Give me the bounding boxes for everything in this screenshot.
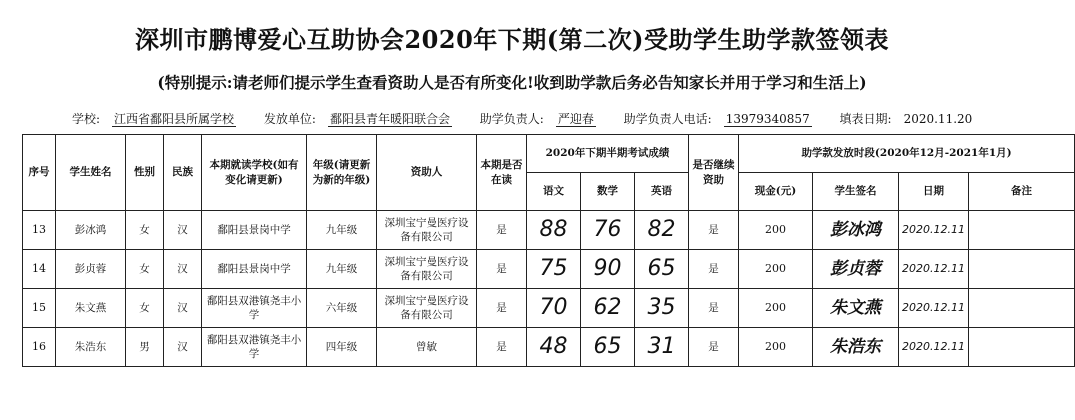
cell-math-score: 90 [581,250,635,289]
cell-name: 彭冰鸿 [56,211,126,250]
form-meta-line [72,110,972,127]
cell-cash: 200 [739,328,813,367]
school-value: 江西省鄱阳县所属学校 [114,112,235,126]
header-remarks: 备注 [969,173,1075,211]
cell-cash: 200 [739,211,813,250]
cell-gender: 女 [126,250,164,289]
school-field [72,112,248,126]
cell-cash: 200 [739,289,813,328]
cell-name: 朱文燕 [56,289,126,328]
contact-label: 助学负责人: [479,112,544,126]
cell-ethnicity: 汉 [164,211,202,250]
header-grade: 年级(请更新为新的年级) [307,135,377,211]
cell-ethnicity: 汉 [164,250,202,289]
cell-english-score: 65 [635,250,689,289]
header-school: 本期就读学校(如有变化请更新) [202,135,307,211]
table-row [23,211,1075,250]
table-row [23,289,1075,328]
header-enrolled: 本期是否在读 [477,135,527,211]
cell-sponsor: 深圳宝宁曼医疗设备有限公司 [377,211,477,250]
cell-school: 鄱阳县景岗中学 [202,250,307,289]
cell-remarks [969,328,1075,367]
issuer-field [264,112,464,126]
header-name: 学生姓名 [56,135,126,211]
cell-ethnicity: 汉 [164,289,202,328]
school-label: 学校: [72,112,101,126]
header-ethnicity: 民族 [164,135,202,211]
header-seq: 序号 [23,135,56,211]
cell-date: 2020.12.11 [899,211,969,250]
header-english: 英语 [635,173,689,211]
header-gender: 性别 [126,135,164,211]
cell-sponsor: 深圳宝宁曼医疗设备有限公司 [377,289,477,328]
cell-chinese-score: 48 [527,328,581,367]
header-sponsor: 资助人 [377,135,477,211]
cell-enrolled: 是 [477,289,527,328]
header-cash: 现金(元) [739,173,813,211]
cell-signature: 朱文燕 [813,289,899,328]
cell-continue: 是 [689,211,739,250]
header-row [23,135,1075,173]
cell-date: 2020.12.11 [899,328,969,367]
cell-grade: 六年级 [307,289,377,328]
cell-continue: 是 [689,250,739,289]
header-scores-group: 2020年下期半期考试成绩 [527,135,689,173]
cell-seq: 13 [23,211,56,250]
cell-enrolled: 是 [477,211,527,250]
cell-school: 鄱阳县景岗中学 [202,211,307,250]
cell-grade: 四年级 [307,328,377,367]
issuer-label: 发放单位: [263,112,316,126]
special-notice: (特别提示:请老师们提示学生查看资助人是否有所变化!收到助学款后务必告知家长并用于学习和生活上) [157,73,867,92]
header-signature: 学生签名 [813,173,899,211]
cell-gender: 女 [126,211,164,250]
cell-enrolled: 是 [477,250,527,289]
cell-math-score: 62 [581,289,635,328]
cell-math-score: 65 [581,328,635,367]
cell-gender: 男 [126,328,164,367]
header-date: 日期 [899,173,969,211]
cell-name: 彭贞蓉 [56,250,126,289]
cell-grade: 九年级 [307,250,377,289]
cell-english-score: 31 [635,328,689,367]
table-row [23,328,1075,367]
phone-label: 助学负责人电话: [623,112,712,126]
cell-remarks [969,211,1075,250]
cell-sponsor: 曾敏 [377,328,477,367]
cell-math-score: 76 [581,211,635,250]
header-chinese: 语文 [527,173,581,211]
cell-chinese-score: 88 [527,211,581,250]
sign-off-table [22,134,1075,367]
fill-date-label: 填表日期: [839,112,892,126]
page-title: 深圳市鹏博爱心互助协会2020年下期(第二次)受助学生助学款签领表 [134,25,889,54]
header-payment-group: 助学款发放时段(2020年12月-2021年1月) [739,135,1075,173]
cell-date: 2020.12.11 [899,289,969,328]
fill-date-field [840,112,985,126]
cell-name: 朱浩东 [56,328,126,367]
cell-seq: 16 [23,328,56,367]
table-row [23,250,1075,289]
cell-remarks [969,250,1075,289]
cell-date: 2020.12.11 [899,250,969,289]
cell-continue: 是 [689,328,739,367]
cell-sponsor: 深圳宝宁曼医疗设备有限公司 [377,250,477,289]
cell-chinese-score: 70 [527,289,581,328]
cell-continue: 是 [689,289,739,328]
issuer-value: 鄱阳县青年暖阳联合会 [329,112,450,126]
cell-gender: 女 [126,289,164,328]
cell-cash: 200 [739,250,813,289]
contact-field [480,112,608,126]
cell-english-score: 35 [635,289,689,328]
cell-grade: 九年级 [307,211,377,250]
cell-seq: 15 [23,289,56,328]
cell-signature: 彭贞蓉 [813,250,899,289]
contact-value: 严迎春 [557,112,594,126]
cell-seq: 14 [23,250,56,289]
cell-signature: 彭冰鸿 [813,211,899,250]
phone-field [624,112,824,126]
fill-date-value: 2020.11.20 [903,112,973,126]
header-continue: 是否继续资助 [689,135,739,211]
cell-chinese-score: 75 [527,250,581,289]
cell-remarks [969,289,1075,328]
cell-enrolled: 是 [477,328,527,367]
cell-school: 鄱阳县双港镇尧丰小学 [202,328,307,367]
cell-school: 鄱阳县双港镇尧丰小学 [202,289,307,328]
cell-english-score: 82 [635,211,689,250]
cell-signature: 朱浩东 [813,328,899,367]
header-math: 数学 [581,173,635,211]
phone-value: 13979340857 [725,112,810,126]
cell-ethnicity: 汉 [164,328,202,367]
